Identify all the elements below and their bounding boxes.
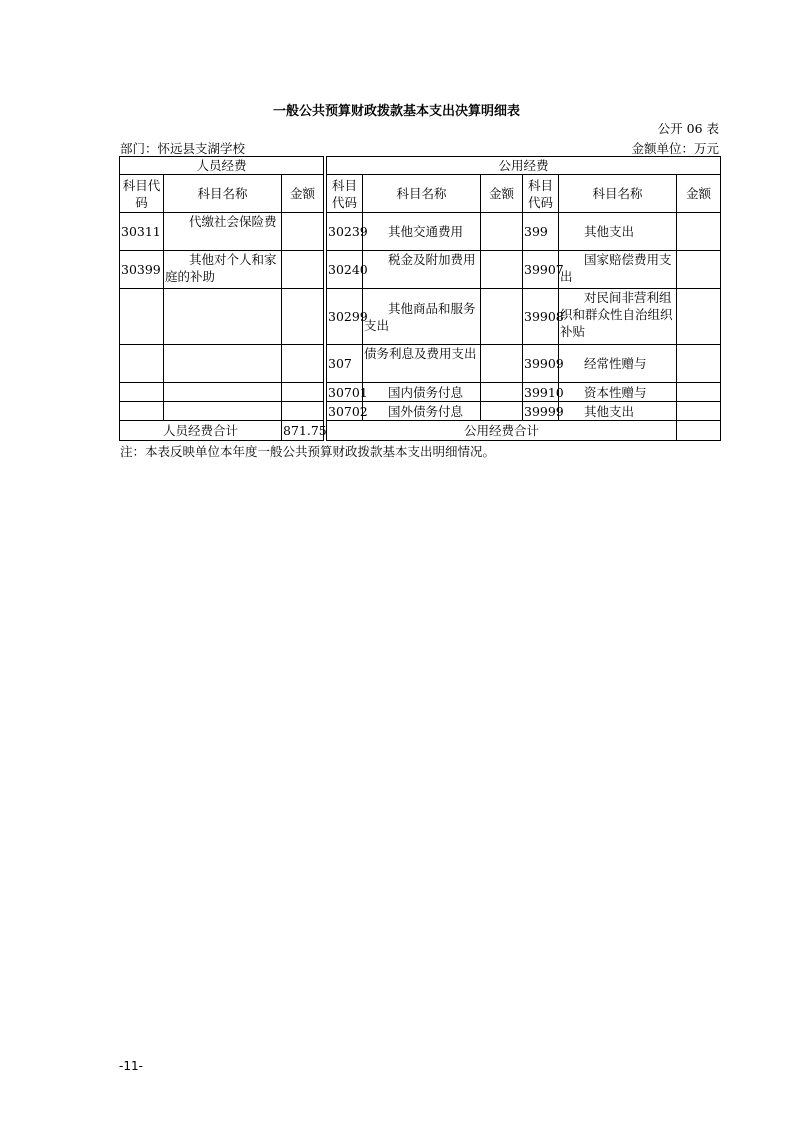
header-code: 科目代码 (523, 175, 559, 213)
report-title: 一般公共预算财政拨款基本支出决算明细表 (272, 104, 520, 119)
cell-code: 39910 (524, 384, 564, 400)
cell-code: 307 (327, 345, 363, 383)
cell-code (120, 383, 164, 402)
header-amount: 金额 (282, 175, 324, 213)
cell-name: 对民间非营利组织和群众性自治组织补贴 (559, 289, 677, 345)
cell-amount (677, 213, 721, 251)
cell-name: 其他对个人和家庭的补助 (164, 251, 282, 289)
cell-amount (282, 213, 324, 251)
page-number: -11- (119, 1059, 143, 1073)
cell-code (120, 345, 164, 383)
table-row (120, 213, 721, 251)
totals-row (120, 421, 721, 441)
cell-name: 债务利息及费用支出 (363, 345, 481, 383)
public-total-value (677, 421, 721, 441)
cell-amount (282, 251, 324, 289)
cell-name (164, 383, 282, 402)
personnel-total-value: 871.75 (282, 421, 324, 441)
cell-code: 39907 (523, 251, 559, 289)
cell-code: 39999 (524, 403, 564, 419)
header-code: 科目代码 (120, 175, 164, 213)
header-amount: 金额 (481, 175, 523, 213)
cell-name: 其他支出 (559, 402, 677, 421)
cell-amount (677, 289, 721, 345)
table-row (120, 289, 721, 345)
cell-code: 30311 (120, 213, 164, 251)
table-row (120, 251, 721, 289)
cell-amount (282, 345, 324, 383)
cell-amount (677, 345, 721, 383)
cell-name: 国内债务付息 (363, 383, 481, 402)
table-row (120, 345, 721, 383)
cell-name: 其他交通费用 (363, 213, 481, 251)
header-name: 科目名称 (559, 175, 677, 213)
cell-code (120, 289, 164, 345)
header-amount: 金额 (677, 175, 721, 213)
department-label: 部门：怀远县支湖学校 (120, 141, 246, 156)
cell-name: 其他商品和服务支出 (363, 289, 481, 345)
cell-amount (481, 289, 523, 345)
cell-amount (481, 345, 523, 383)
cell-code: 30701 (328, 384, 368, 400)
group-header-public: 公用经费 (327, 157, 721, 175)
cell-name: 税金及附加费用 (363, 251, 481, 289)
cell-amount (282, 402, 324, 421)
cell-code: 39908 (523, 289, 559, 345)
cell-code: 30399 (120, 251, 164, 289)
group-header-personnel: 人员经费 (120, 157, 324, 175)
cell-name: 国家赔偿费用支出 (559, 251, 677, 289)
cell-name: 经常性赠与 (559, 345, 677, 383)
table-row (120, 383, 721, 402)
table-row (120, 402, 721, 421)
personnel-total-label: 人员经费合计 (120, 421, 282, 441)
cell-name: 资本性赠与 (559, 383, 677, 402)
cell-code: 30299 (327, 289, 363, 345)
public-total-label: 公用经费合计 (327, 421, 677, 441)
cell-name: 其他支出 (559, 213, 677, 251)
cell-code: 30240 (327, 251, 363, 289)
cell-amount (481, 402, 523, 421)
cell-code: 30239 (327, 213, 363, 251)
cell-code: 30702 (328, 403, 368, 419)
cell-amount (677, 402, 721, 421)
cell-amount (481, 213, 523, 251)
table-footnote: 注：本表反映单位本年度一般公共预算财政拨款基本支出明细情况。 (120, 444, 496, 459)
cell-amount (677, 383, 721, 402)
cell-name (164, 345, 282, 383)
cell-name (164, 402, 282, 421)
header-name: 科目名称 (363, 175, 481, 213)
cell-amount (481, 383, 523, 402)
cell-amount (481, 251, 523, 289)
amount-unit-label: 金额单位：万元 (631, 141, 719, 156)
expenditure-detail-table (119, 156, 721, 441)
cell-amount (282, 383, 324, 402)
form-number: 公开 06 表 (657, 121, 719, 136)
cell-code (120, 402, 164, 421)
cell-code: 39909 (523, 345, 559, 383)
cell-name (164, 289, 282, 345)
cell-code: 399 (523, 213, 559, 251)
cell-name: 国外债务付息 (363, 402, 481, 421)
cell-amount (677, 251, 721, 289)
header-code: 科目代码 (327, 175, 363, 213)
cell-name: 代缴社会保险费 (164, 213, 282, 251)
cell-amount (282, 289, 324, 345)
header-name: 科目名称 (164, 175, 282, 213)
